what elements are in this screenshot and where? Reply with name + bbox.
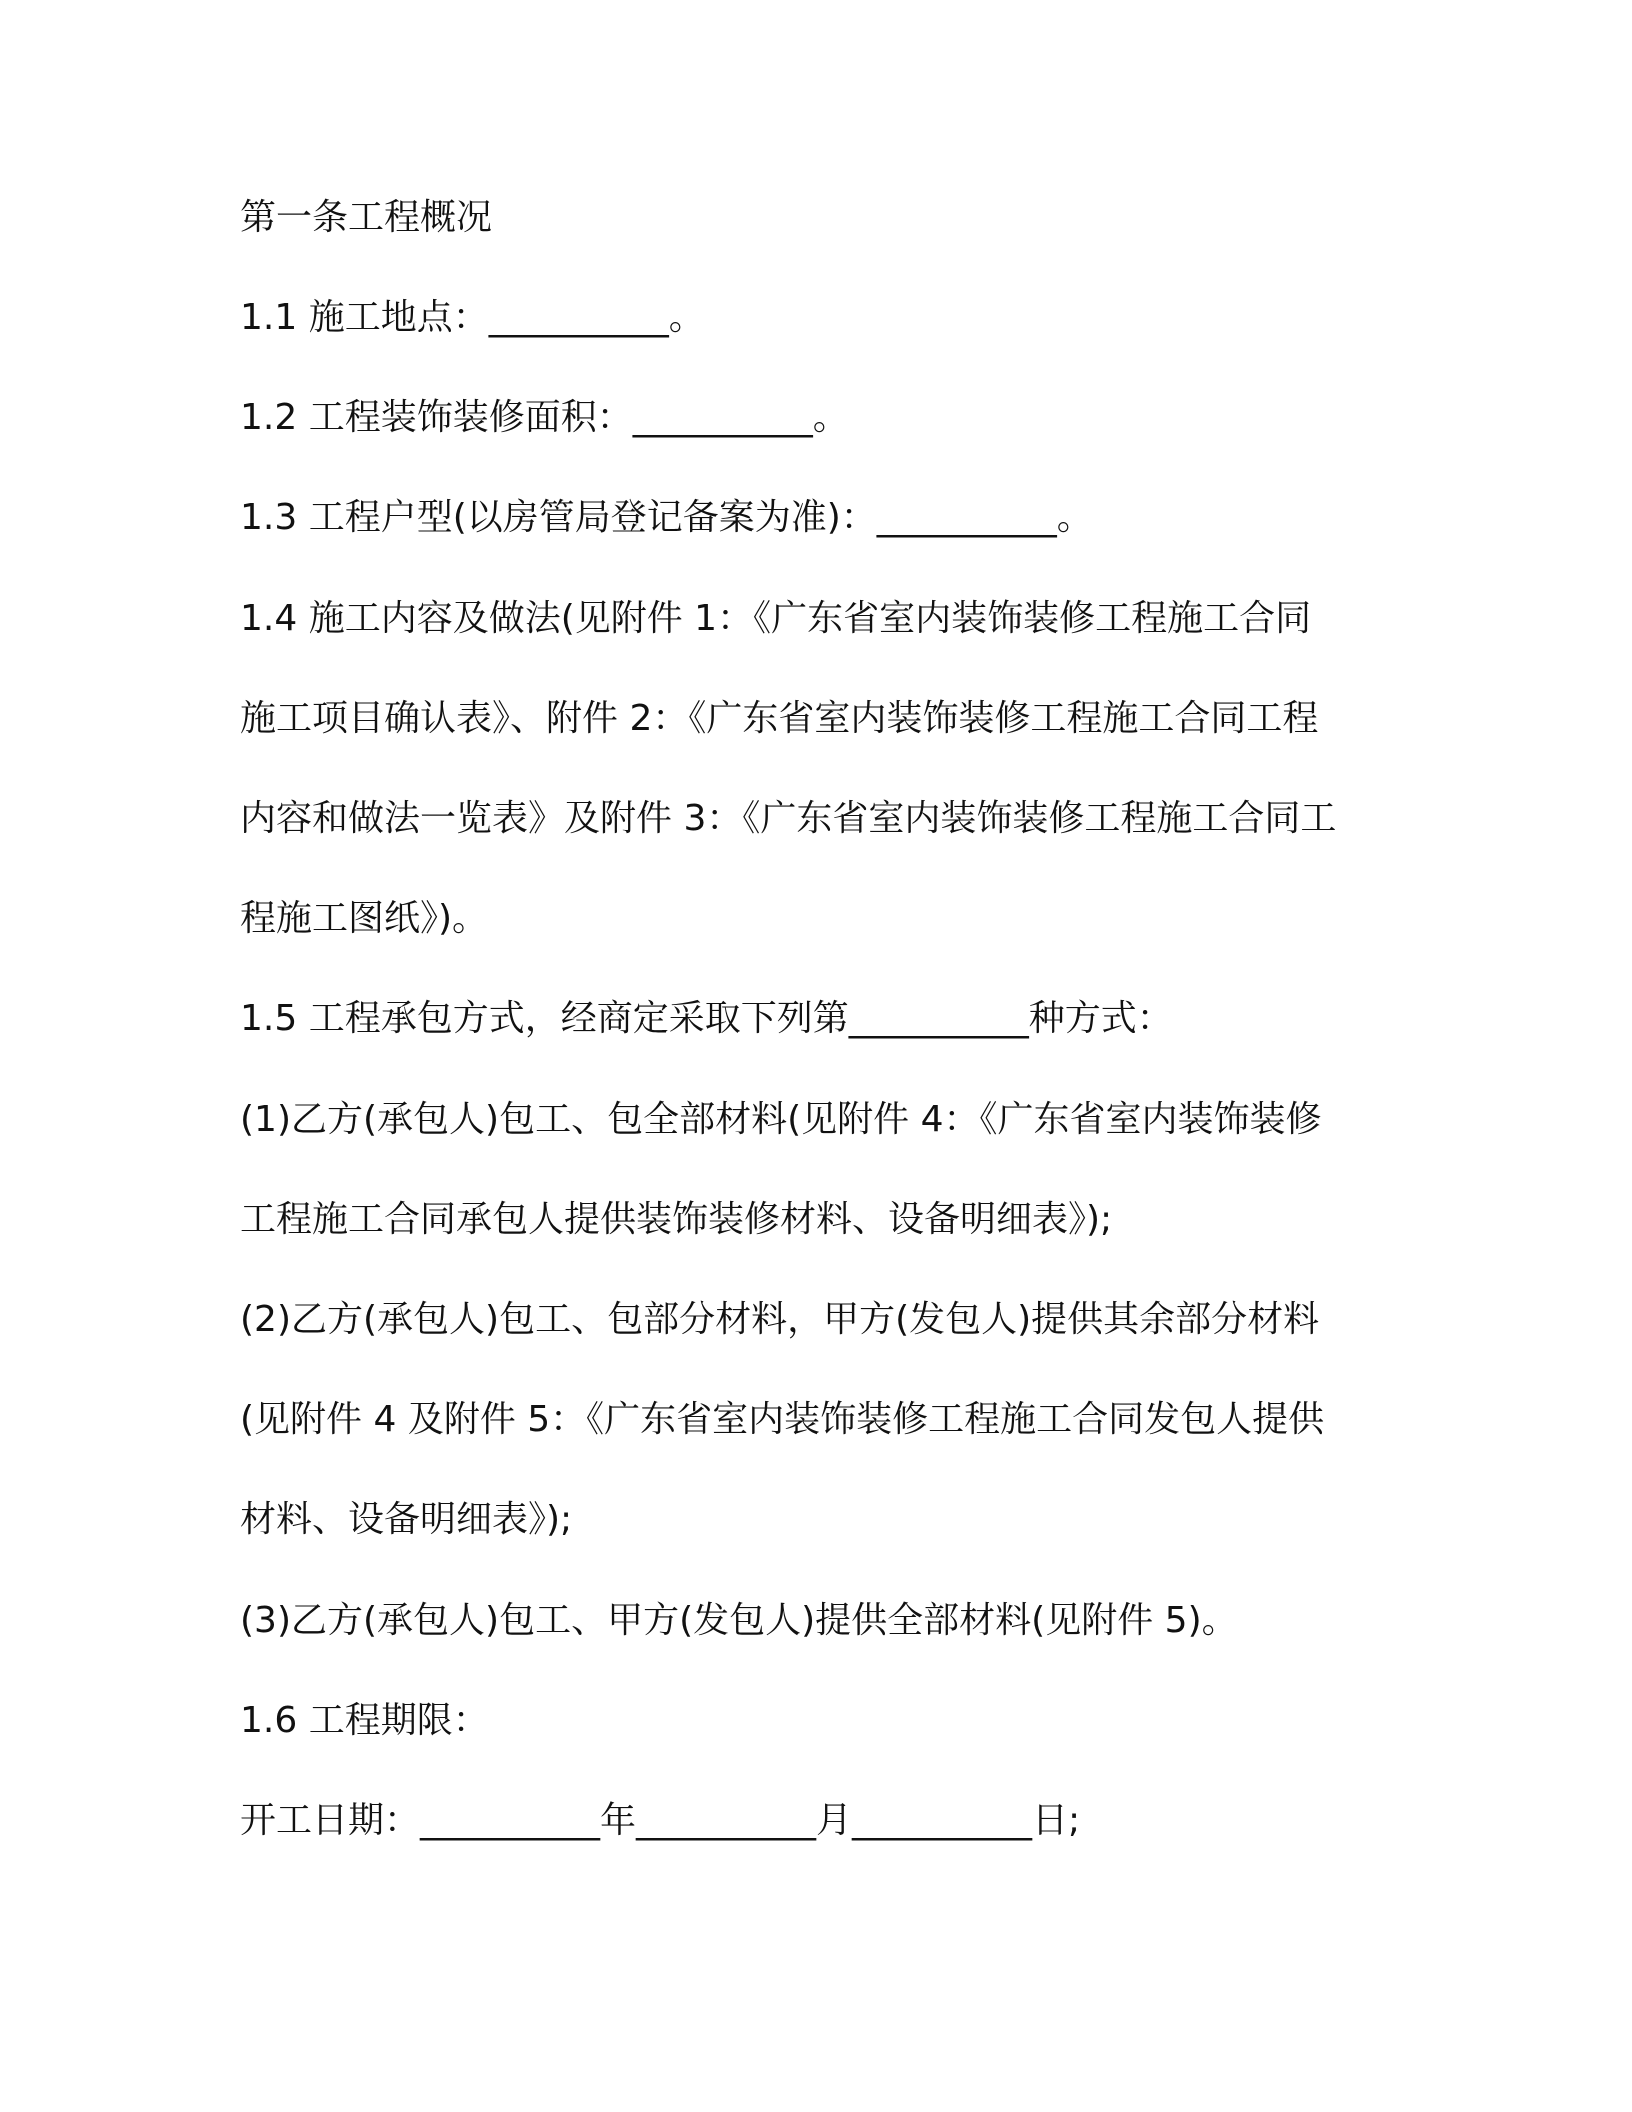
section-heading: 第一条工程概况 [240,197,493,238]
construction-content-line-4: 程施工图纸》)。 [240,898,489,939]
construction-content-line-2: 施工项目确认表》、附件 2：《广东省室内装饰装修工程施工合同工程 [240,698,1319,739]
option-2-line-3: 材料、设备明细表》); [240,1499,573,1540]
option-2-line-2: (见附件 4 及附件 5：《广东省室内装饰装修工程施工合同发包人提供 [240,1399,1325,1440]
construction-content-line-1: 1.4 施工内容及做法(见附件 1：《广东省室内装饰装修工程施工合同 [240,598,1312,639]
decoration-area-line: 1.2 工程装饰装修面积：__________。 [240,397,849,438]
option-3-line: (3)乙方(承包人)包工、甲方(发包人)提供全部材料(见附件 5)。 [240,1600,1238,1641]
construction-site-line: 1.1 施工地点：__________。 [240,297,705,338]
construction-content-line-3: 内容和做法一览表》及附件 3：《广东省室内装饰装修工程施工合同工 [240,798,1337,839]
house-type-line: 1.3 工程户型(以房管局登记备案为准)：__________。 [240,497,1093,538]
project-period-line: 1.6 工程期限： [240,1700,489,1741]
option-1-line-1: (1)乙方(承包人)包工、包全部材料(见附件 4：《广东省室内装饰装修 [240,1099,1322,1140]
contract-method-line: 1.5 工程承包方式，经商定采取下列第__________种方式： [240,998,1173,1039]
start-date-line: 开工日期：__________年__________月__________日; [240,1800,1081,1841]
option-2-line-1: (2)乙方(承包人)包工、包部分材料，甲方(发包人)提供其余部分材料 [240,1299,1320,1340]
option-1-line-2: 工程施工合同承包人提供装饰装修材料、设备明细表》); [240,1199,1113,1240]
